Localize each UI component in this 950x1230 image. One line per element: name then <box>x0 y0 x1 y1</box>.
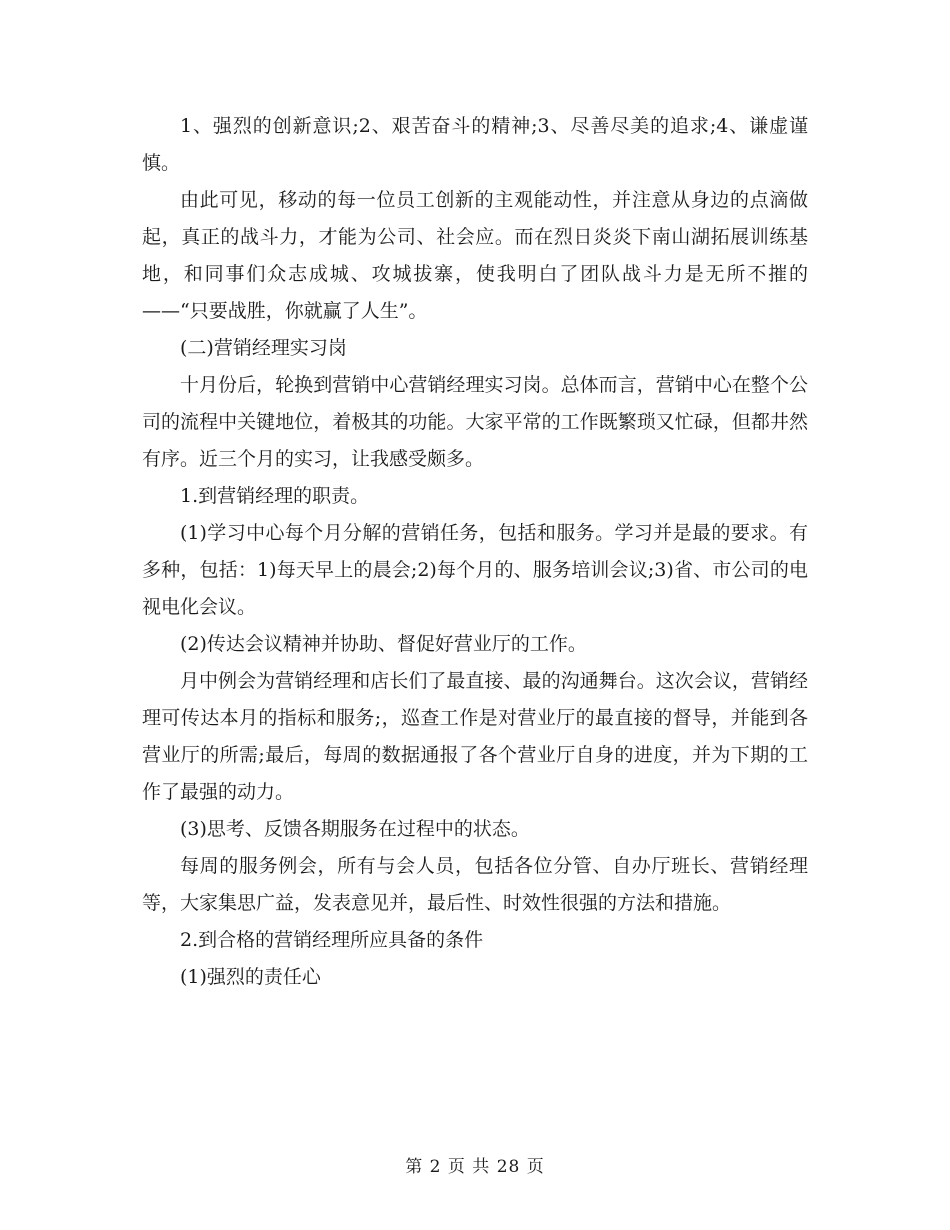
paragraph-5: (2)传达会议精神并协助、督促好营业厅的工作。 <box>180 633 587 655</box>
paragraph-3: 十月份后，轮换到营销中心营销经理实习岗。总体而言，营销中心在整个公司的流程中关键地位，着极其的功能。大家平常的工作既繁琐又忙碌，但都井然有序。近三个月的实习，让我感受颇多。 <box>142 374 808 470</box>
page-number-label: 第 2 页 共 28 页 <box>405 1157 545 1177</box>
paragraph-2: 由此可见，移动的每一位员工创新的主观能动性，并注意从身边的点滴做起，真正的战斗力，才能为公司、社会应。而在烈日炎炎下南山湖拓展训练基地，和同事们众志成城、攻城拔寨，使我明白了团队战斗力是无所不摧的——“只要战胜，你就赢了人生”。 <box>142 189 808 322</box>
paragraph-9: (1)强烈的责任心 <box>180 966 321 988</box>
paragraph-4: (1)学习中心每个月分解的营销任务，包括和服务。学习并是最的要求。有多种，包括：1)每天早上的晨会;2)每个月的、服务培训会议;3)省、市公司的电视电化会议。 <box>142 522 808 618</box>
page-footer <box>0 1152 950 1177</box>
paragraph-1: 1、强烈的创新意识;2、艰苦奋斗的精神;3、尽善尽美的追求;4、谦虚谨慎。 <box>142 115 808 174</box>
paragraph-8: 每周的服务例会，所有与会人员，包括各位分管、自办厅班长、营销经理等，大家集思广益，发表意见并，最后性、时效性很强的方法和措施。 <box>142 855 808 914</box>
subheading-qualifications: 2.到合格的营销经理所应具备的条件 <box>180 929 484 951</box>
document-body <box>142 108 808 996</box>
paragraph-6: 月中例会为营销经理和店长们了最直接、最的沟通舞台。这次会议，营销经理可传达本月的指标和服务;，巡查工作是对营业厅的最直接的督导，并能到各营业厅的所需;最后，每周的数据通报了各个营业厅自身的进度，并为下期的工作了最强的动力。 <box>142 670 808 803</box>
subheading-duties: 1.到营销经理的职责。 <box>180 485 370 507</box>
section-heading-marketing-manager: (二)营销经理实习岗 <box>180 337 347 359</box>
paragraph-7: (3)思考、反馈各期服务在过程中的状态。 <box>180 818 530 840</box>
